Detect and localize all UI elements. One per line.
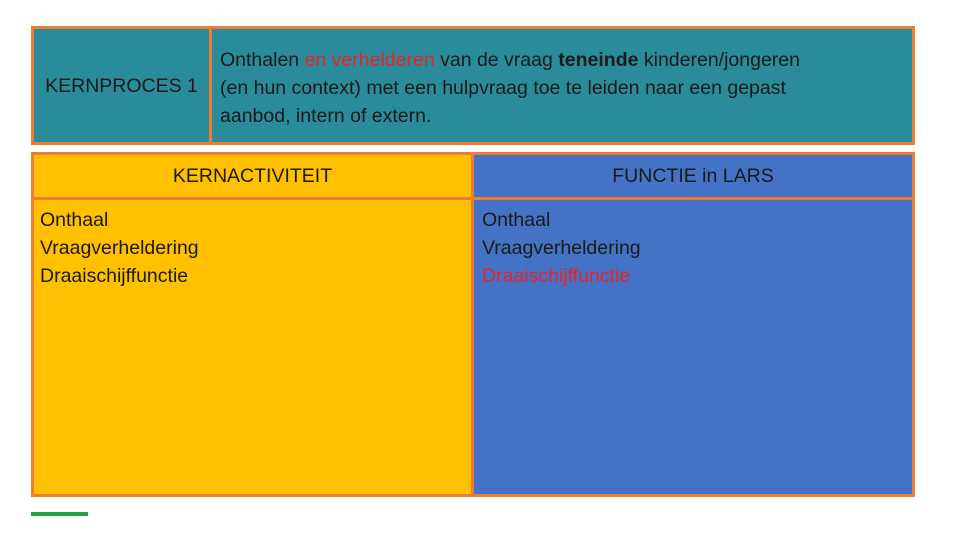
kernactiviteit-body-cell: [31, 197, 474, 497]
functie-lars-item-draaischijffunctie: Draaischijffunctie: [482, 265, 631, 287]
desc-word-van-de-vraag: van de vraag: [440, 49, 553, 71]
desc-word-onthalen: Onthalen: [220, 49, 300, 71]
functie-lars-item-onthaal: Onthaal: [482, 209, 551, 231]
kernproces-label: KERNPROCES 1: [45, 74, 198, 97]
kernproces-description: [220, 46, 912, 130]
desc-line-3: aanbod, intern of extern.: [220, 105, 432, 127]
desc-highlight-verhelderen: en verhelderen: [304, 49, 435, 71]
accent-line: [31, 512, 88, 516]
kernactiviteit-header: KERNACTIVITEIT: [172, 165, 333, 187]
functie-lars-item-vraagverheldering: Vraagverheldering: [482, 237, 641, 259]
kernproces-label-cell: [31, 26, 212, 145]
desc-bold-teneinde: teneinde: [558, 49, 639, 71]
kernactiviteit-item-onthaal: Onthaal: [40, 209, 109, 231]
functie-lars-header-cell: [471, 152, 915, 200]
desc-line-2: (en hun context) met een hulpvraag toe te leiden naar een gepast: [220, 77, 786, 99]
functie-lars-header: FUNCTIE in LARS: [612, 165, 774, 187]
kernproces-description-cell: [209, 26, 915, 145]
kernactiviteit-header-cell: [31, 152, 474, 200]
kernactiviteit-item-vraagverheldering: Vraagverheldering: [40, 237, 199, 259]
desc-word-kinderen: kinderen/jongeren: [643, 49, 800, 71]
functie-lars-body-cell: [471, 197, 915, 497]
kernactiviteit-item-draaischijffunctie: Draaischijffunctie: [40, 265, 189, 287]
